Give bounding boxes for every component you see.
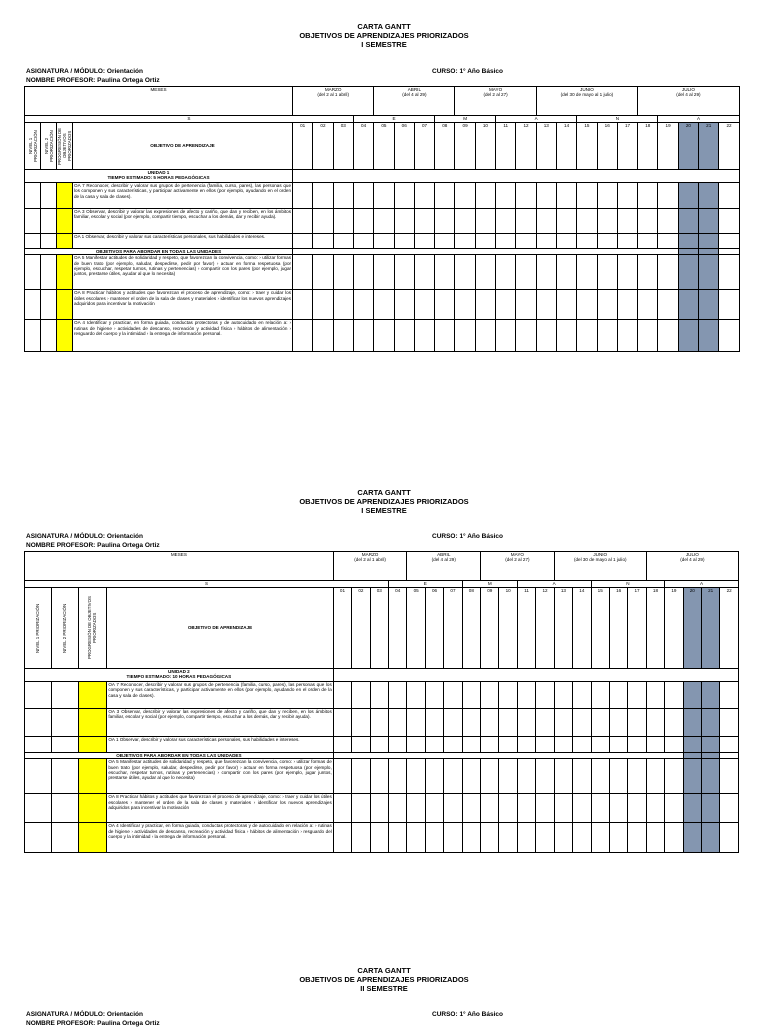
month-abril: ABRIL (del 4 al 29) — [374, 87, 455, 116]
month-junio: JUNIO (del 30 de mayo al 1 julio) — [554, 552, 646, 581]
oa-text: OA 7 Reconocer, describir y valorar sus grupos de pertenencia (familia, curso, pares), las personas que los componen y sus características, y participar activamente en ellos (por ejemplo, ayudando en el orden de la casa y sala de clases). — [107, 682, 333, 709]
week-12: 12 — [536, 588, 554, 669]
week-19: 19 — [665, 588, 683, 669]
semana-letter: A — [517, 581, 591, 588]
oa-text: OA 7 Reconocer, describir y valorar sus grupos de pertenencia (familia, curso, pares), las personas que los componen y sus características, y participar activamente en ellos (por ejemplo, ayudando en el orden de la casa y sala de clases). — [73, 183, 293, 209]
gantt-sheet-2 — [0, 488, 768, 515]
oa-row-oa5 — [25, 759, 739, 794]
week-09: 09 — [455, 123, 475, 170]
oa-row-oa8 — [25, 794, 739, 823]
week-10: 10 — [475, 123, 495, 170]
oa-row-oa3 — [25, 209, 740, 234]
semana-letter: A — [496, 116, 577, 123]
asignatura-label: ASIGNATURA / MÓDULO: Orientación — [26, 68, 143, 75]
week-20: 20 — [678, 123, 698, 170]
oa-text: OA 3 Observar, describir y valorar las expresiones de afecto y cariño, que dan y reciben, en los ámbitos familiar, escolar y social (por ejemplo, compartir tiempo, escuchar a los demás, dar y recibir ayuda). — [73, 209, 293, 234]
week-03: 03 — [370, 588, 388, 669]
asignatura-label: ASIGNATURA / MÓDULO: Orientación — [26, 533, 143, 540]
week-17: 17 — [628, 588, 646, 669]
week-12: 12 — [516, 123, 536, 170]
semana-letter: M — [462, 581, 517, 588]
sheet-semester: I SEMESTRE — [361, 506, 407, 515]
week-05: 05 — [374, 123, 394, 170]
nivel2-header: NIVEL 2 PRIORIZACIÓN — [41, 123, 57, 170]
profesor-label: NOMBRE PROFESOR: Paulina Ortega Ortiz — [26, 542, 160, 549]
month-mayo: MAYO (del 2 al 27) — [455, 87, 536, 116]
week-22: 22 — [719, 123, 739, 170]
progresion-header: PROGRESIÓN DE OBJETIVOS PRIORIZADOS — [57, 123, 73, 170]
oa-text: OA 5 Manifestar actitudes de solidaridad y respeto, que favorezcan la convivencia, como: › utilizar formas de buen trato (por ejemplo, saludar, despedirse, pedir por favor) › actuar en forma respetuosa (por ejemplo, escuchar, respetar turnos, rutinas y pertenencias) › compartir con los pares (por ejemplo, jugar juntos, prestarse útiles, ayudar al que lo necesita) — [107, 759, 333, 794]
oa-row-oa1 — [25, 737, 739, 753]
week-18: 18 — [638, 123, 658, 170]
nivel1-header: NIVEL 1 PRIORIZACIÓN — [25, 588, 52, 669]
oa-text: OA 3 Observar, describir y valorar las expresiones de afecto y cariño, que dan y reciben, en los ámbitos familiar, escolar y social (por ejemplo, compartir tiempo, escuchar a los demás, dar y recibir ayuda). — [107, 709, 333, 737]
oa-row-oa8 — [25, 290, 740, 320]
meses-header: MESES — [25, 87, 293, 116]
semana-letter: A — [658, 116, 739, 123]
week-15: 15 — [591, 588, 609, 669]
week-06: 06 — [425, 588, 443, 669]
month-marzo: MARZO (del 2 al 1 abril) — [333, 552, 407, 581]
profesor-label: NOMBRE PROFESOR: Paulina Ortega Ortiz — [26, 77, 160, 84]
week-05: 05 — [407, 588, 425, 669]
curso-label: CURSO: 1° Año Básico — [432, 533, 503, 540]
week-20: 20 — [683, 588, 701, 669]
sheet-subtitle: OBJETIVOS DE APRENDIZAJES PRIORIZADOS — [299, 31, 469, 40]
semana-letter: A — [665, 581, 739, 588]
week-09: 09 — [481, 588, 499, 669]
week-07: 07 — [444, 588, 462, 669]
nivel2-header: NIVEL 2 PRIORIZACIÓN — [51, 588, 78, 669]
semana-letter: N — [577, 116, 658, 123]
sheet-title: CARTA GANTT — [357, 22, 411, 31]
gantt-table-2 — [24, 551, 739, 853]
semana-letter: S — [25, 581, 389, 588]
week-07: 07 — [414, 123, 434, 170]
curso-label: CURSO: 1° Año Básico — [432, 68, 503, 75]
month-abril: ABRIL (del 4 al 29) — [407, 552, 481, 581]
objetivo-header: OBJETIVO DE APRENDIZAJE — [107, 588, 333, 669]
sheet-semester: I SEMESTRE — [361, 40, 407, 49]
week-04: 04 — [353, 123, 373, 170]
oa-row-oa3 — [25, 709, 739, 737]
semana-letter: N — [591, 581, 665, 588]
oa-text: OA 1 Observar, describir y valorar sus características personales, sus habilidades e intereses. — [107, 737, 333, 753]
week-11: 11 — [517, 588, 535, 669]
meses-header: MESES — [25, 552, 334, 581]
month-marzo: MARZO (del 2 al 1 abril) — [293, 87, 374, 116]
week-02: 02 — [313, 123, 333, 170]
week-01: 01 — [293, 123, 313, 170]
month-julio: JULIO (del 4 al 29) — [638, 87, 740, 116]
oa-row-oa7 — [25, 183, 740, 209]
week-13: 13 — [536, 123, 556, 170]
week-13: 13 — [554, 588, 572, 669]
oa-row-oa5 — [25, 255, 740, 290]
semana-letter: E — [353, 116, 434, 123]
week-18: 18 — [646, 588, 664, 669]
week-01: 01 — [333, 588, 351, 669]
sheet-subtitle: OBJETIVOS DE APRENDIZAJES PRIORIZADOS — [299, 975, 469, 984]
semana-letter: M — [435, 116, 496, 123]
gantt-sheet-3 — [0, 966, 768, 993]
month-julio: JULIO (del 4 al 29) — [646, 552, 738, 581]
sheet-semester: II SEMESTRE — [360, 984, 408, 993]
week-08: 08 — [435, 123, 455, 170]
asignatura-label: ASIGNATURA / MÓDULO: Orientación — [26, 1011, 143, 1018]
sheet-title: CARTA GANTT — [357, 488, 411, 497]
oa-text: OA 8 Practicar hábitos y actitudes que favorezcan el proceso de aprendizaje, como: › traer y cuidar los útiles escolares › mantener el orden de la sala de clases y materiales › identificar los nuevos aprendizajes adquiridos para incentivar la motivación — [107, 794, 333, 823]
week-04: 04 — [388, 588, 406, 669]
month-mayo: MAYO (del 2 al 27) — [481, 552, 555, 581]
semana-letter: S — [25, 116, 354, 123]
objetivo-header: OBJETIVO DE APRENDIZAJE — [73, 123, 293, 170]
week-08: 08 — [462, 588, 480, 669]
week-11: 11 — [496, 123, 516, 170]
oa-row-oa4 — [25, 823, 739, 853]
nivel1-header: NIVEL 1 PRIORIZACIÓN — [25, 123, 41, 170]
week-16: 16 — [609, 588, 627, 669]
week-10: 10 — [499, 588, 517, 669]
month-junio: JUNIO (del 30 de mayo al 1 julio) — [536, 87, 638, 116]
week-02: 02 — [352, 588, 370, 669]
todas-header: OBJETIVOS PARA ABORDAR EN TODAS LAS UNIDADES — [25, 249, 293, 255]
sheet-title: CARTA GANTT — [357, 966, 411, 975]
gantt-table-1 — [24, 86, 740, 352]
semana-letter: E — [388, 581, 462, 588]
oa-row-oa4 — [25, 320, 740, 352]
oa-text: OA 4 Identificar y practicar, en forma guiada, conductas protectoras y de autocuidado en relación a: › rutinas de higiene › actividades de descanso, recreación y actividad física › hábitos de alimentación › resguardo del cuerpo y la intimidad › la entrega de información personal. — [73, 320, 293, 352]
gantt-sheet-1 — [0, 22, 768, 49]
week-19: 19 — [658, 123, 678, 170]
week-21: 21 — [701, 588, 719, 669]
week-22: 22 — [720, 588, 739, 669]
week-06: 06 — [394, 123, 414, 170]
week-03: 03 — [333, 123, 353, 170]
unit-header: UNIDAD 2 TIEMPO ESTIMADO: 10 HORAS PEDAGÓGICAS — [25, 669, 334, 682]
oa-text: OA 8 Practicar hábitos y actitudes que favorezcan el proceso de aprendizaje, como: › traer y cuidar los útiles escolares › mantener el orden de la sala de clases y materiales › identificar los nuevos aprendizajes adquiridos para incentivar la motivación — [73, 290, 293, 320]
oa-row-oa1 — [25, 234, 740, 249]
unit-header: UNIDAD 1 TIEMPO ESTIMADO: 5 HORAS PEDAGÓGICAS — [25, 170, 293, 183]
week-21: 21 — [699, 123, 719, 170]
oa-row-oa7 — [25, 682, 739, 709]
unit-spacer — [293, 170, 740, 183]
todas-header: OBJETIVOS PARA ABORDAR EN TODAS LAS UNIDADES — [25, 753, 334, 759]
week-14: 14 — [556, 123, 576, 170]
week-15: 15 — [577, 123, 597, 170]
profesor-label: NOMBRE PROFESOR: Paulina Ortega Ortiz — [26, 1020, 160, 1027]
progresion-header: PROGRESIÓN DE OBJETIVOS PRIORIZADOS — [78, 588, 107, 669]
unit-spacer — [333, 669, 738, 682]
oa-text: OA 1 Observar, describir y valorar sus características personales, sus habilidades e intereses. — [73, 234, 293, 249]
curso-label: CURSO: 1° Año Básico — [432, 1011, 503, 1018]
oa-text: OA 4 Identificar y practicar, en forma guiada, conductas protectoras y de autocuidado en relación a: › rutinas de higiene › actividades de descanso, recreación y actividad física › hábitos de alimentación › resguardo del cuerpo y la intimidad › la entrega de información personal. — [107, 823, 333, 853]
week-17: 17 — [617, 123, 637, 170]
sheet-subtitle: OBJETIVOS DE APRENDIZAJES PRIORIZADOS — [299, 497, 469, 506]
week-14: 14 — [573, 588, 591, 669]
week-16: 16 — [597, 123, 617, 170]
oa-text: OA 5 Manifestar actitudes de solidaridad y respeto, que favorezcan la convivencia, como: › utilizar formas de buen trato (por ejemplo, saludar, despedirse, pedir por favor) › actuar en forma respetuosa (por ejemplo, escuchar, respetar turnos, rutinas y pertenencias) › compartir con los pares (por ejemplo, jugar juntos, prestarse útiles, ayudar al que lo necesita) — [73, 255, 293, 290]
